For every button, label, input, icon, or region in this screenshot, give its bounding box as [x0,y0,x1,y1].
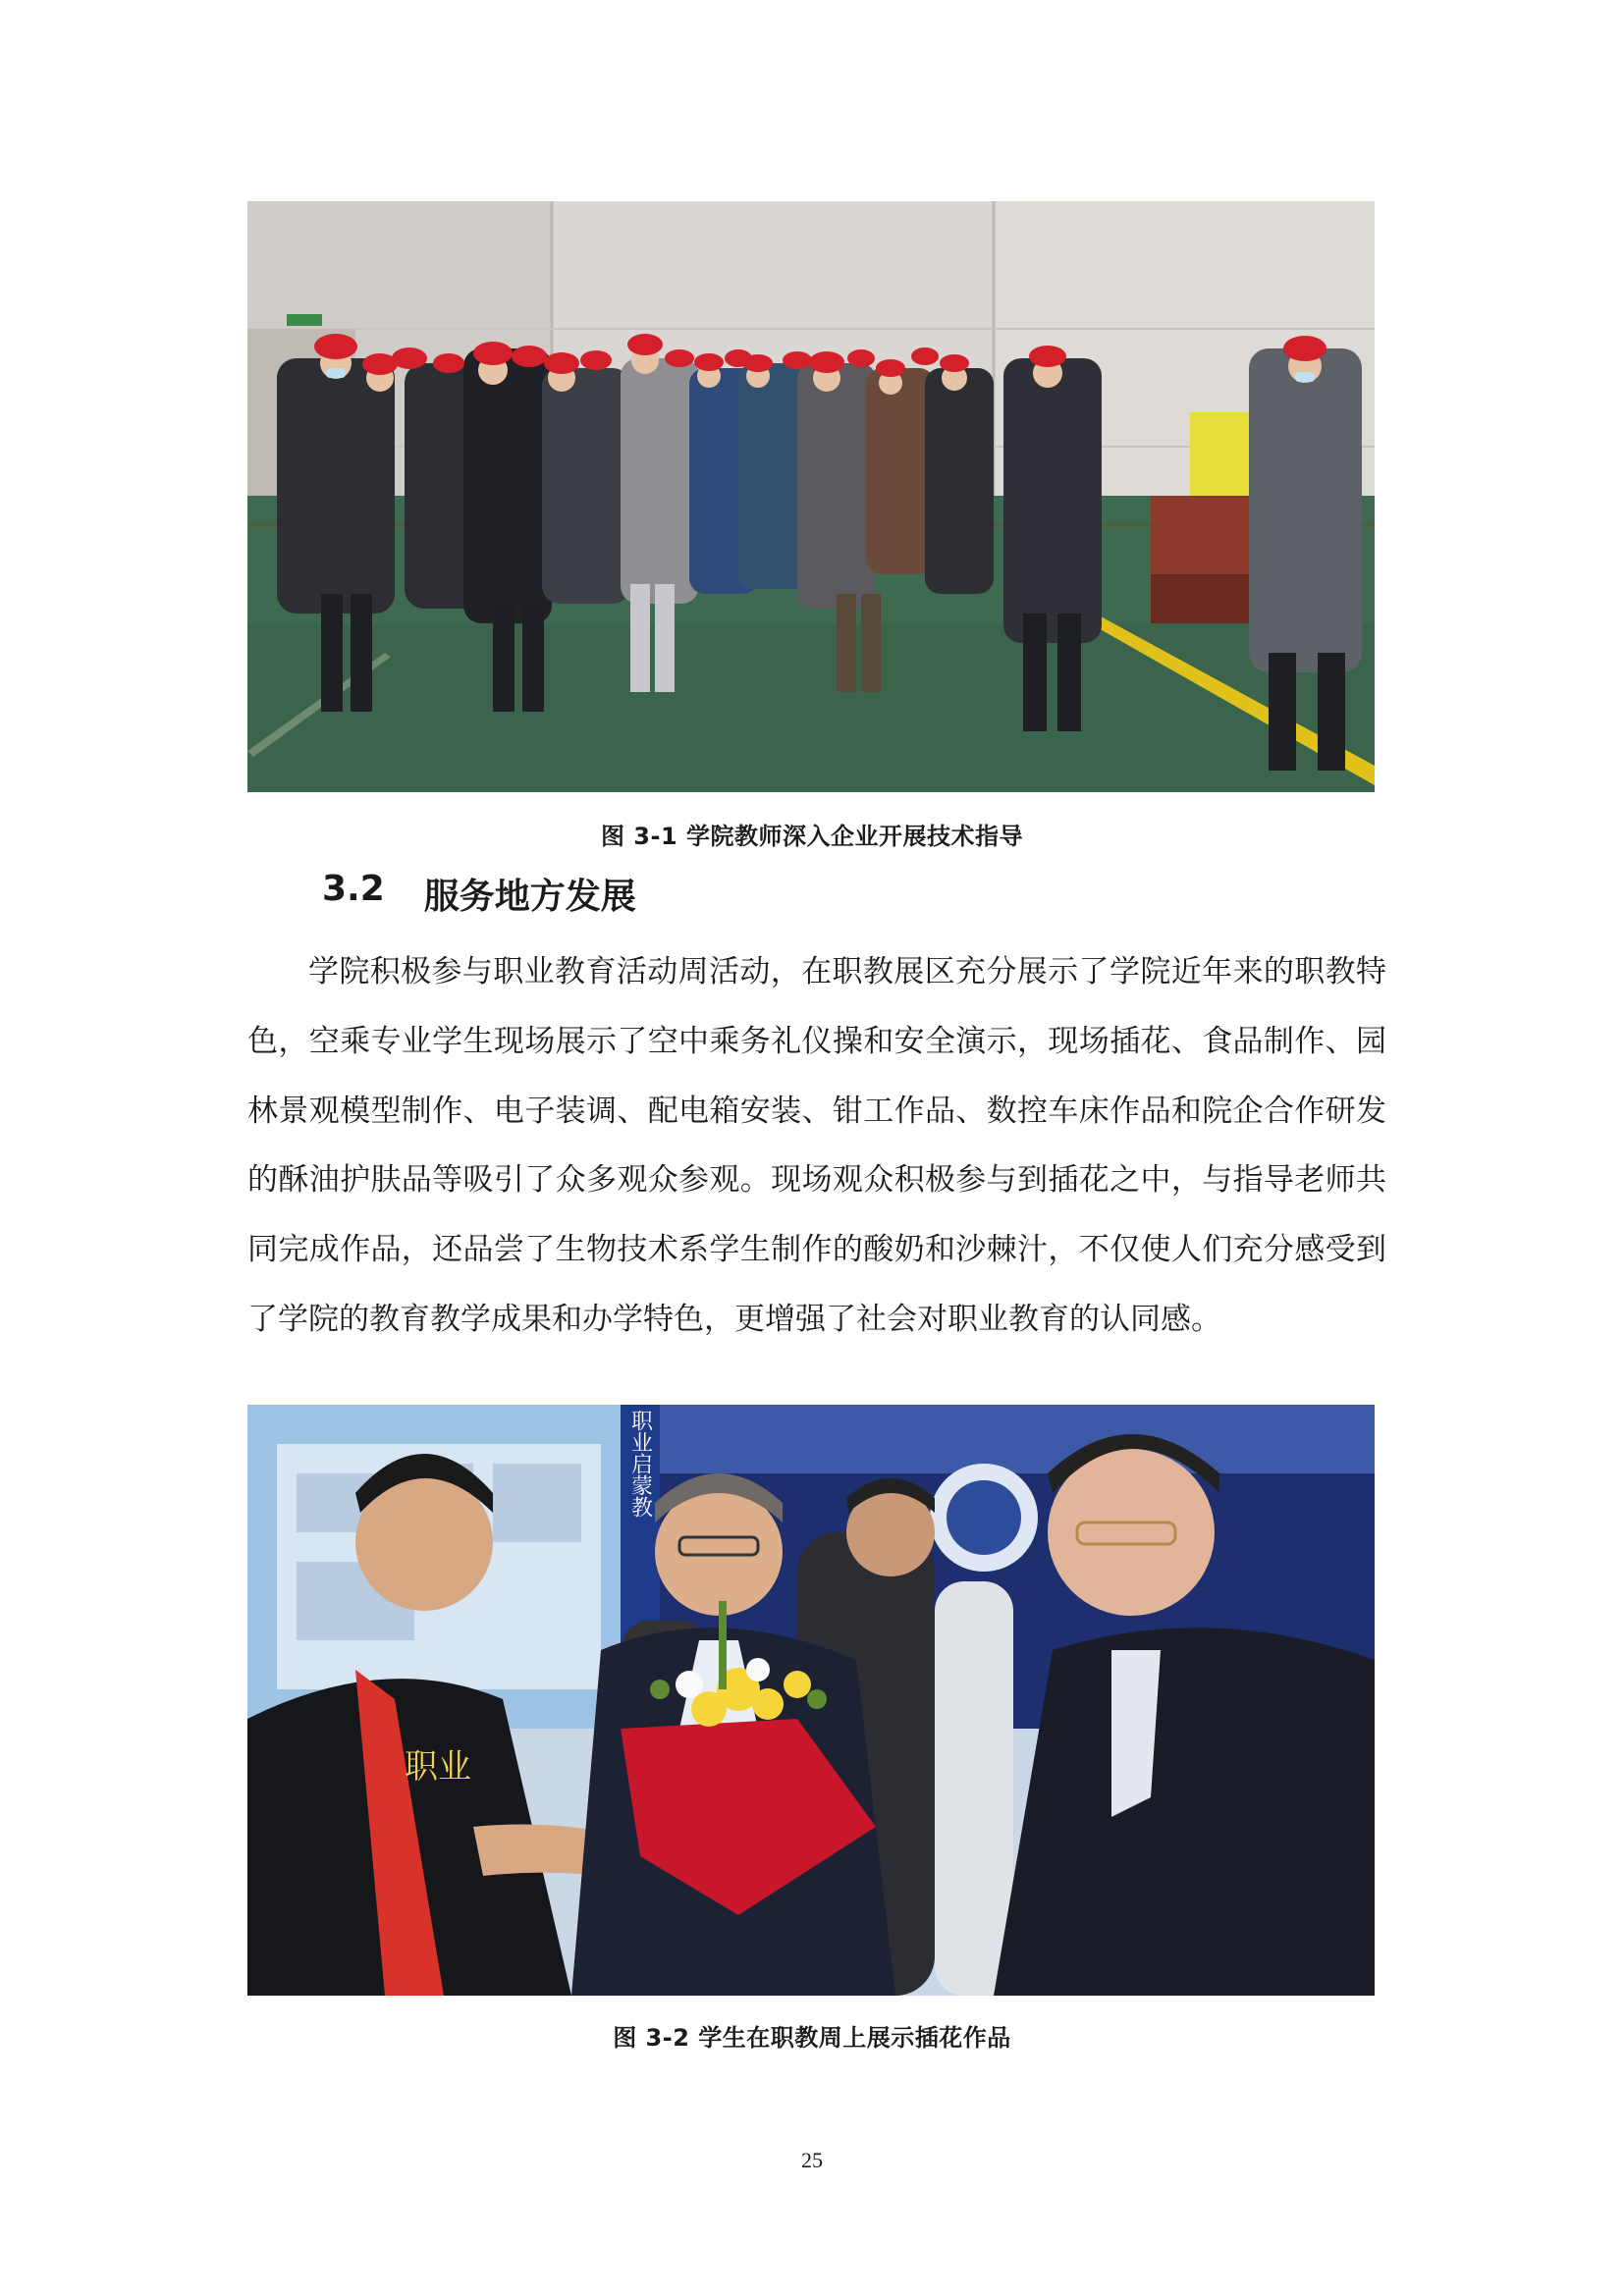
body-paragraph: 学院积极参与职业教育活动周活动，在职教展区充分展示了学院近年来的职教特色，空乘专业学生现场展示了空中乘务礼仪操和安全演示，现场插花、食品制作、园林景观模型制作、电子装调、配电箱安装、钳工作品、数控车床作品和院企合作研发的酥油护肤品等吸引了众多观众参观。现场观众积极参与到插花之中，与指导老师共同完成作品，还品尝了生物技术系学生制作的酸奶和沙棘汁，不仅使人们充分感受到了学院的教育教学成果和办学特色，更增强了社会对职业教育的认同感。 [247,954,1386,1337]
section-title: 服务地方发展 [423,877,636,917]
figure-3-1-caption: 图 3-1 学院教师深入企业开展技术指导 [600,823,1024,850]
figure-3-2-caption: 图 3-2 学生在职教周上展示插花作品 [613,2024,1011,2052]
sash-text: 职业 [405,1747,471,1787]
figure-3-2-photo [247,1405,1375,1996]
page-number: 25 [801,2148,823,2172]
factory-visit-image [247,201,1375,792]
section-heading [322,869,636,919]
section-number: 3.2 [322,869,385,909]
figure-3-1-photo [247,201,1375,792]
sign-text: 职业启蒙教 [627,1410,653,1518]
flower-presentation-image [247,1405,1375,1996]
